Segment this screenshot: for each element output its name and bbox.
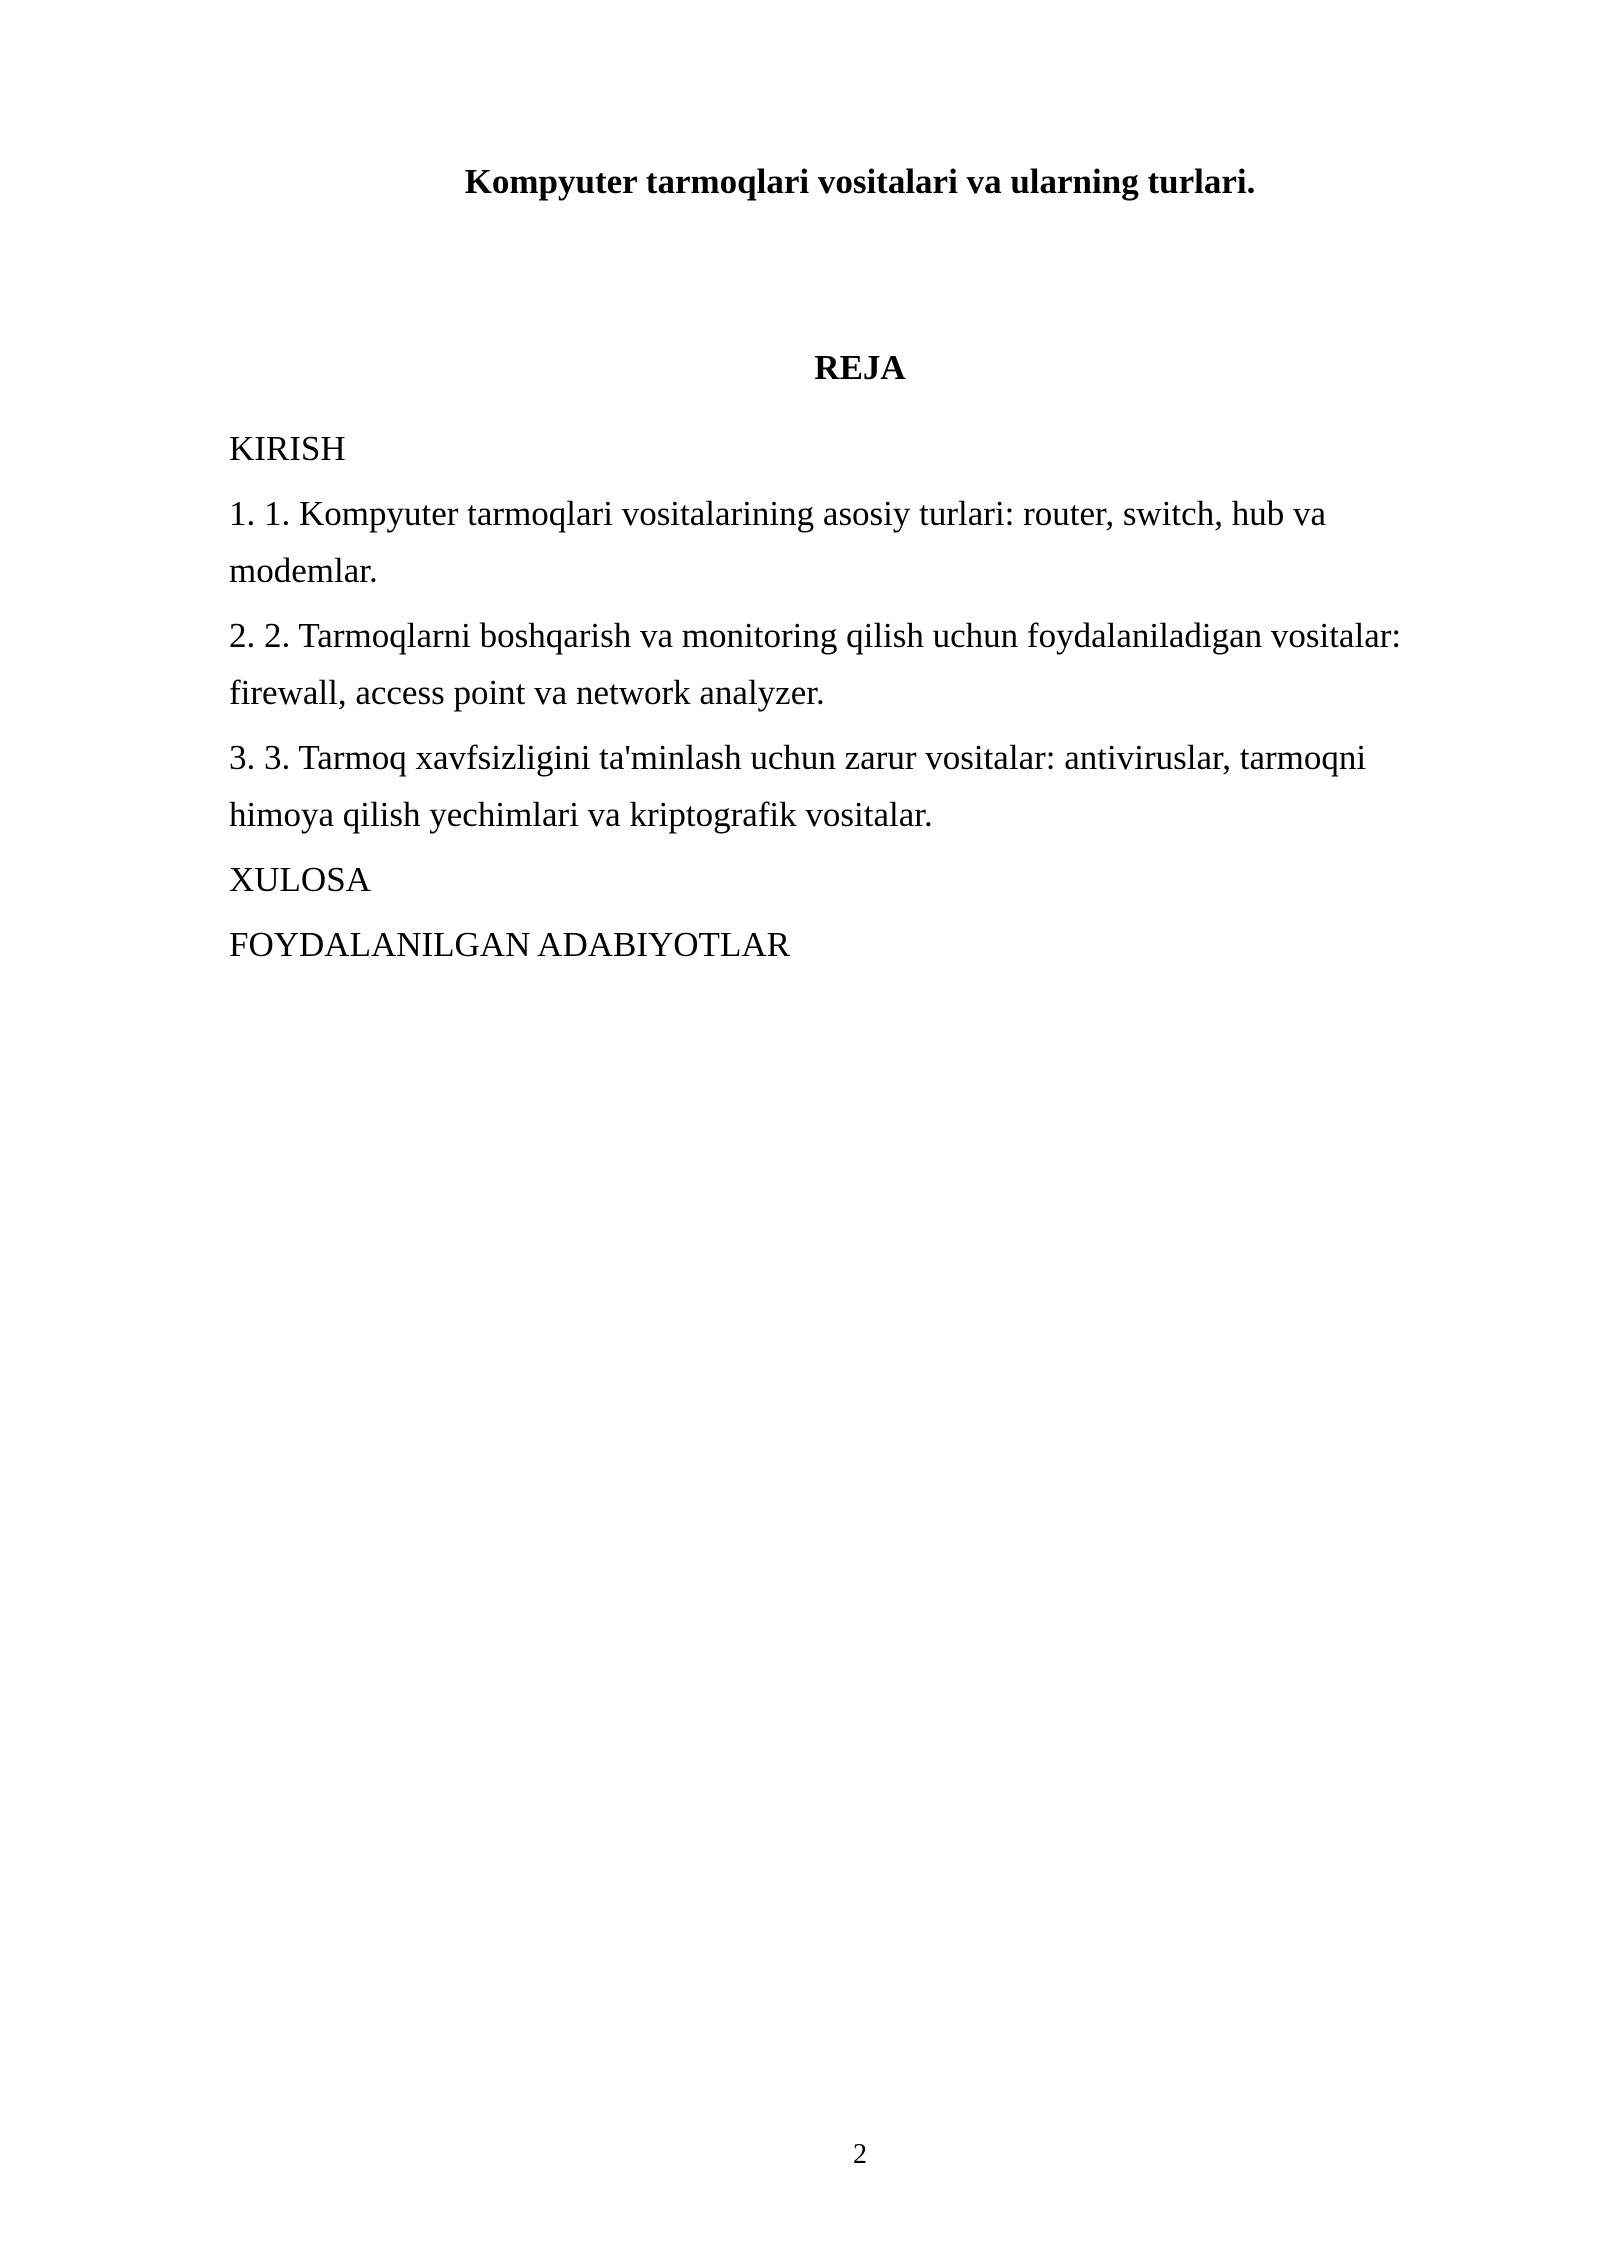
plan-item-references: FOYDALANILGAN ADABIYOTLAR	[229, 925, 790, 964]
plan-item-introduction: KIRISH	[229, 429, 346, 468]
plan-list	[229, 420, 1474, 981]
page-number: 2	[853, 2139, 867, 2170]
plan-item-conclusion: XULOSA	[229, 860, 371, 899]
plan-heading: REJA	[814, 348, 906, 387]
document-title: Kompyuter tarmoqlari vositalari va ularning turlari.	[464, 162, 1256, 201]
plan-item-2: 2. 2. Tarmoqlarni boshqarish va monitoring qilish uchun foydalaniladigan vositalar: firewall, access point va network analyzer.	[229, 616, 1402, 712]
plan-item-3: 3. 3. Tarmoq xavfsizligini ta'minlash uchun zarur vositalar: antiviruslar, tarmoqni himoya qilish yechimlari va kriptografik vositalar.	[229, 738, 1367, 834]
plan-item-1: 1. 1. Kompyuter tarmoqlari vositalarining asosiy turlari: router, switch, hub va modemlar.	[229, 494, 1326, 590]
